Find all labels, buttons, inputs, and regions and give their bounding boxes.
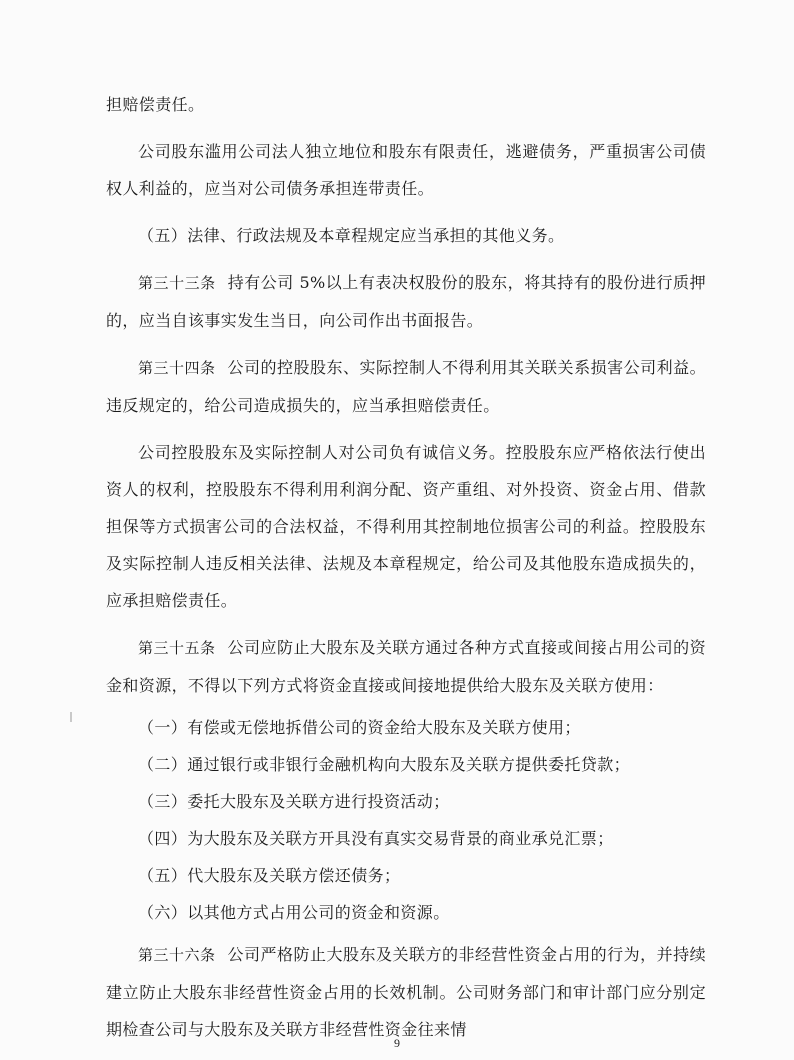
paragraph-text: 公司控股股东及实际控制人对公司负有诚信义务。控股股东应严格依法行使出资人的权利，控股股东不得利用利润分配、资产重组、对外投资、资金占用、借款担保等方式损害公司的合法权益，不得利用其控制地位损害公司的利益。控股股东及实际控制人违反相关法律、法规及本章程规定，给公司及其他股东造成损失的，应承担赔偿责任。 [106, 443, 706, 610]
page-number: 9 [394, 1036, 400, 1050]
paragraph [106, 434, 706, 619]
list-item [106, 862, 706, 889]
article-number: 第三十六条 [138, 946, 216, 964]
list-item [106, 825, 706, 852]
paragraph-text: （五）法律、行政法规及本章程规定应当承担的其他义务。 [138, 226, 565, 245]
list-item-text: （三）委托大股东及关联方进行投资活动； [138, 792, 450, 811]
list-item [106, 751, 706, 778]
list-item-text: （四）为大股东及关联方开具没有真实交易背景的商业承兑汇票； [138, 829, 614, 848]
list-item [106, 899, 706, 926]
article-paragraph [106, 349, 706, 424]
list-item-text: （二）通过银行或非银行金融机构向大股东及关联方提供委托贷款； [138, 755, 631, 774]
article-paragraph [106, 264, 706, 339]
paragraph-text: 公司股东滥用公司法人独立地位和股东有限责任，逃避债务，严重损害公司债权人利益的，应当对公司债务承担连带责任。 [106, 142, 706, 198]
article-paragraph [106, 936, 706, 1048]
list-item-text: （六）以其他方式占用公司的资金和资源。 [138, 903, 450, 922]
article-number: 第三十五条 [138, 639, 216, 657]
list-item-text: （一）有偿或无偿地拆借公司的资金给大股东及关联方使用； [138, 718, 581, 737]
paragraph [106, 217, 706, 254]
paragraph-text: 持有公司 5%以上有表决权股份的股东，将其持有的股份进行质押的，应当自该事实发生当日，向公司作出书面报告。 [106, 273, 706, 330]
paragraph-text: 担赔偿责任。 [106, 95, 205, 114]
scan-mark [70, 712, 72, 722]
article-paragraph [106, 629, 706, 704]
paragraph [106, 86, 706, 123]
list-item [106, 788, 706, 815]
paragraph-text: 公司的控股股东、实际控制人不得利用其关联关系损害公司利益。违反规定的，给公司造成损失的，应当承担赔偿责任。 [106, 358, 706, 415]
list-item-text: （五）代大股东及关联方偿还债务； [138, 866, 401, 885]
article-number: 第三十四条 [138, 359, 216, 377]
paragraph-text: 公司严格防止大股东及关联方的非经营性资金占用的行为，并持续建立防止大股东非经营性资金占用的长效机制。公司财务部门和审计部门应分别定期检查公司与大股东及关联方非经营性资金往来情 [106, 945, 706, 1039]
article-number: 第三十三条 [138, 274, 216, 292]
paragraph-text: 公司应防止大股东及关联方通过各种方式直接或间接占用公司的资金和资源，不得以下列方式将资金直接或间接地提供给大股东及关联方使用： [106, 638, 706, 695]
document-body [106, 86, 706, 1058]
paragraph [106, 133, 706, 207]
list-item [106, 714, 706, 741]
